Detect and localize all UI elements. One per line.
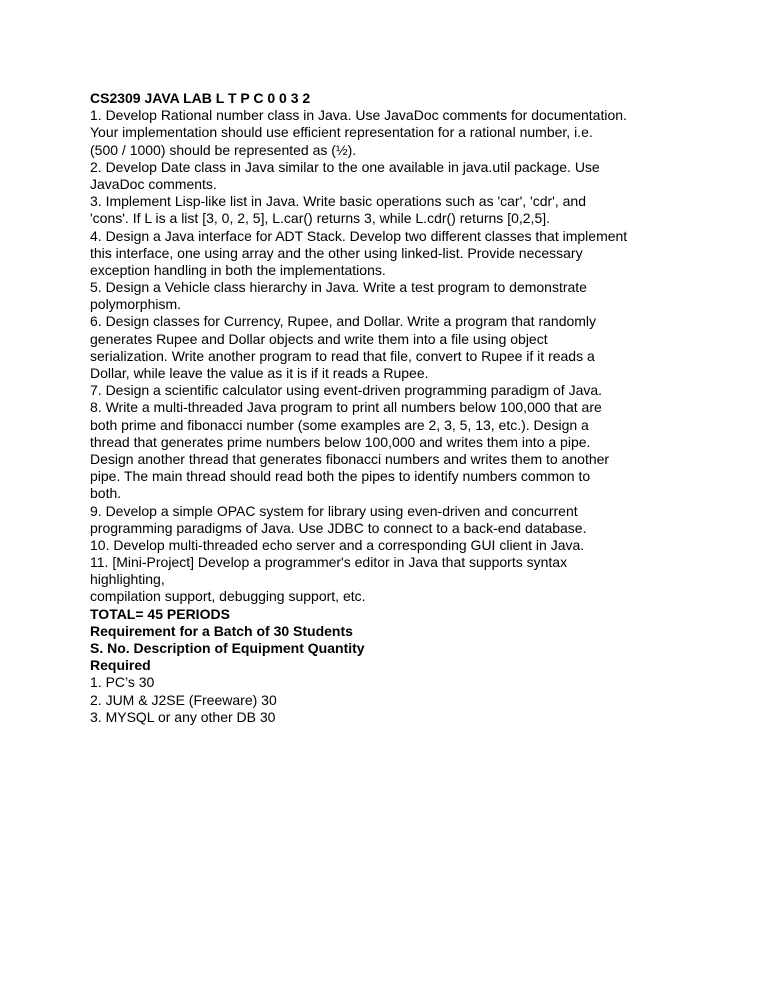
document-line: Design another thread that generates fibonacci numbers and writes them to another bbox=[90, 450, 610, 467]
document-line: CS2309 JAVA LAB L T P C 0 0 3 2 bbox=[90, 90, 311, 106]
document-line: 6. Design classes for Currency, Rupee, and Dollar. Write a program that randomly bbox=[90, 313, 597, 330]
document-line: Dollar, while leave the value as it is if it reads a Rupee. bbox=[90, 365, 429, 381]
document-line: 9. Develop a simple OPAC system for library using even-driven and concurrent bbox=[90, 502, 578, 519]
document-line: programming paradigms of Java. Use JDBC to connect to a back-end database. bbox=[90, 519, 587, 536]
document-line: (500 / 1000) should be represented as (½). bbox=[90, 141, 357, 158]
document-line: 1. Develop Rational number class in Java. Use JavaDoc comments for documentation. bbox=[90, 107, 627, 124]
document-line: JavaDoc comments. bbox=[90, 175, 217, 192]
document-line: generates Rupee and Dollar objects and write them into a file using object bbox=[90, 330, 548, 347]
document-line: Required bbox=[90, 657, 151, 674]
document-line: 10. Develop multi-threaded echo server and a corresponding GUI client in Java. bbox=[90, 536, 585, 553]
document-line: 8. Write a multi-threaded Java program to print all numbers below 100,000 that are bbox=[90, 399, 602, 416]
document-line: 4. Design a Java interface for ADT Stack. Develop two different classes that implement bbox=[90, 227, 628, 244]
document-line: 3. Implement Lisp-like list in Java. Write basic operations such as 'car', 'cdr', and bbox=[90, 193, 586, 210]
document-line: S. No. Description of Equipment Quantity bbox=[90, 640, 365, 656]
document-line: Your implementation should use efficient representation for a rational number, i.e. bbox=[90, 124, 593, 141]
document-line: TOTAL= 45 PERIODS bbox=[90, 605, 230, 622]
document-line: 1. PC’s 30 bbox=[90, 674, 155, 691]
document-line: serialization. Write another program to read that file, convert to Rupee if it reads a bbox=[90, 347, 595, 364]
document-line: this interface, one using array and the other using linked-list. Provide necessary bbox=[90, 244, 583, 261]
document-line: 11. [Mini-Project] Develop a programmer's editor in Java that supports syntax bbox=[90, 554, 568, 571]
document-line: Requirement for a Batch of 30 Students bbox=[90, 622, 353, 639]
document-line: 'cons'. If L is a list [3, 0, 2, 5], L.car() returns 3, while L.cdr() returns [0,2,5]. bbox=[90, 210, 551, 227]
document-line: polymorphism. bbox=[90, 296, 182, 313]
document-line: 2. JUM & J2SE (Freeware) 30 bbox=[90, 691, 277, 708]
document-line: 2. Develop Date class in Java similar to the one available in java.util package. Use bbox=[90, 158, 600, 175]
document-line: thread that generates prime numbers below 100,000 and writes them into a pipe. bbox=[90, 433, 591, 450]
document-line: compilation support, debugging support, etc. bbox=[90, 588, 366, 605]
document-line: pipe. The main thread should read both the pipes to identify numbers common to bbox=[90, 468, 591, 485]
document-line: 5. Design a Vehicle class hierarchy in Java. Write a test program to demonstrate bbox=[90, 279, 587, 296]
document-line: 7. Design a scientific calculator using event-driven programming paradigm of Java. bbox=[90, 382, 603, 399]
document-page bbox=[90, 90, 690, 726]
document-line: both prime and fibonacci number (some examples are 2, 3, 5, 13, etc.). Design a bbox=[90, 416, 589, 433]
document-line: 3. MYSQL or any other DB 30 bbox=[90, 708, 276, 725]
document-line: highlighting, bbox=[90, 571, 165, 588]
document-line: both. bbox=[90, 485, 122, 502]
document-line: exception handling in both the implementations. bbox=[90, 261, 386, 278]
